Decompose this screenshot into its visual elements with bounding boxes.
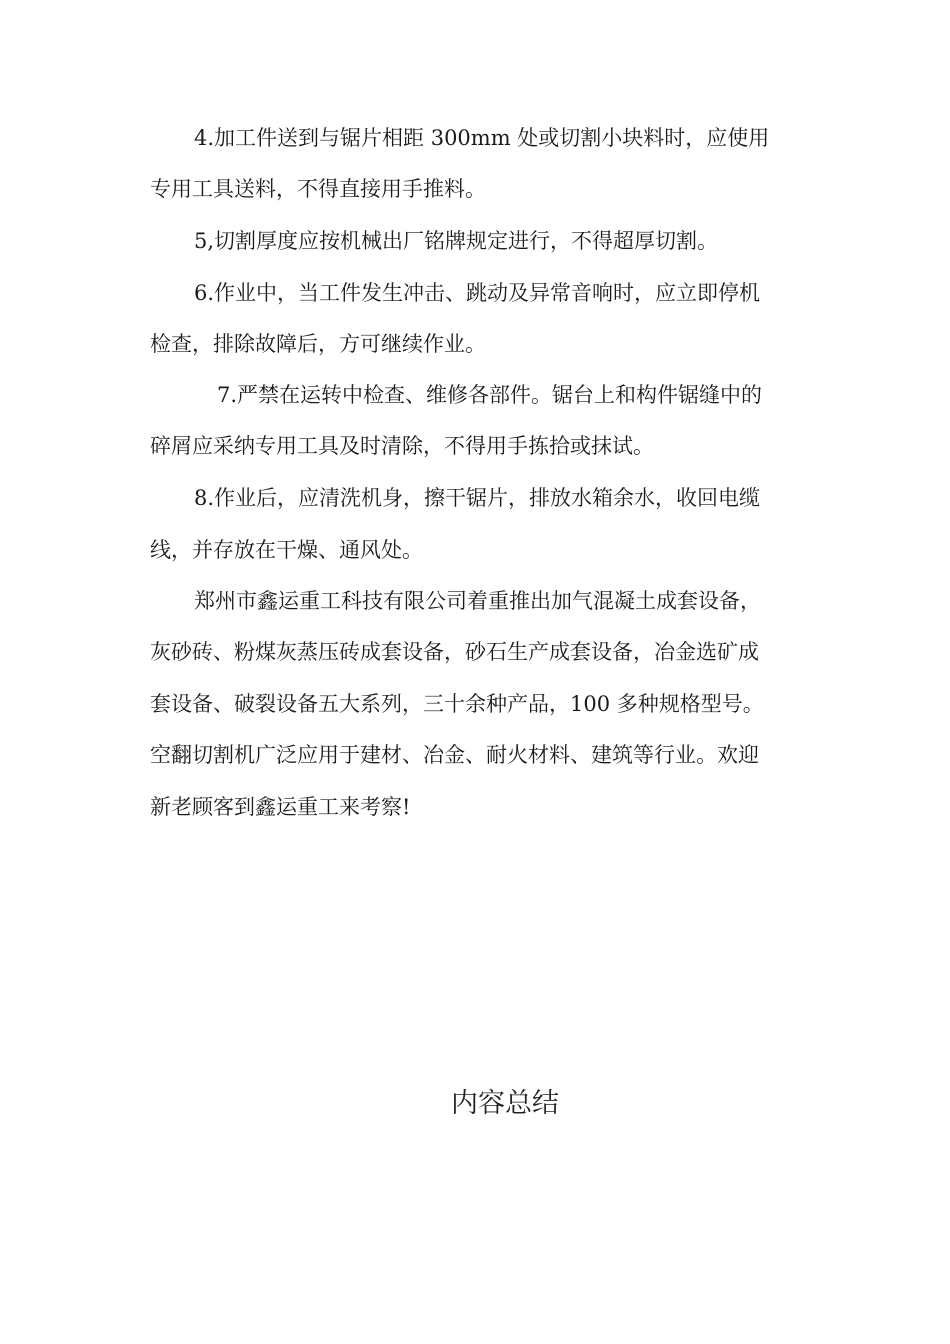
- paragraph-7-line-1: 7.严禁在运转中检查、维修各部件。锯台上和构件锯缝中的: [217, 383, 763, 407]
- paragraph-4-line-1: 4.加工件送到与锯片相距 300mm 处或切割小块料时，应使用: [194, 126, 770, 150]
- company-paragraph-line-5: 新老顾客到鑫运重工来考察!: [150, 795, 411, 819]
- paragraph-6-line-2: 检查，排除故障后，方可继续作业。: [150, 332, 486, 356]
- paragraph-8-line-1: 8.作业后，应清洗机身，擦干锯片，排放水箱余水，收回电缆: [194, 486, 761, 510]
- paragraph-8-line-2: 线，并存放在干燥、通风处。: [150, 538, 423, 562]
- paragraph-7-line-2: 碎屑应采纳专用工具及时清除，不得用手拣拾或抹试。: [150, 434, 654, 458]
- paragraph-4-line-2: 专用工具送料，不得直接用手推料。: [150, 177, 486, 201]
- company-paragraph-line-3: 套设备、破裂设备五大系列，三十余种产品，100 多种规格型号。: [150, 692, 764, 716]
- company-paragraph-line-1: 郑州市鑫运重工科技有限公司着重推出加气混凝土成套设备，: [194, 589, 761, 613]
- paragraph-6-line-1: 6.作业中，当工件发生冲击、跳动及异常音响时，应立即停机: [194, 281, 761, 305]
- summary-heading: [0, 1086, 950, 1122]
- paragraph-5-line-1: 5,切割厚度应按机械出厂铭牌规定进行，不得超厚切割。: [194, 229, 719, 253]
- summary-heading-text: 内容总结: [451, 1088, 559, 1119]
- company-paragraph-line-2: 灰砂砖、粉煤灰蒸压砖成套设备，砂石生产成套设备，冶金选矿成: [150, 640, 759, 664]
- company-paragraph-line-4: 空翻切割机广泛应用于建材、冶金、耐火材料、建筑等行业。欢迎: [150, 743, 759, 767]
